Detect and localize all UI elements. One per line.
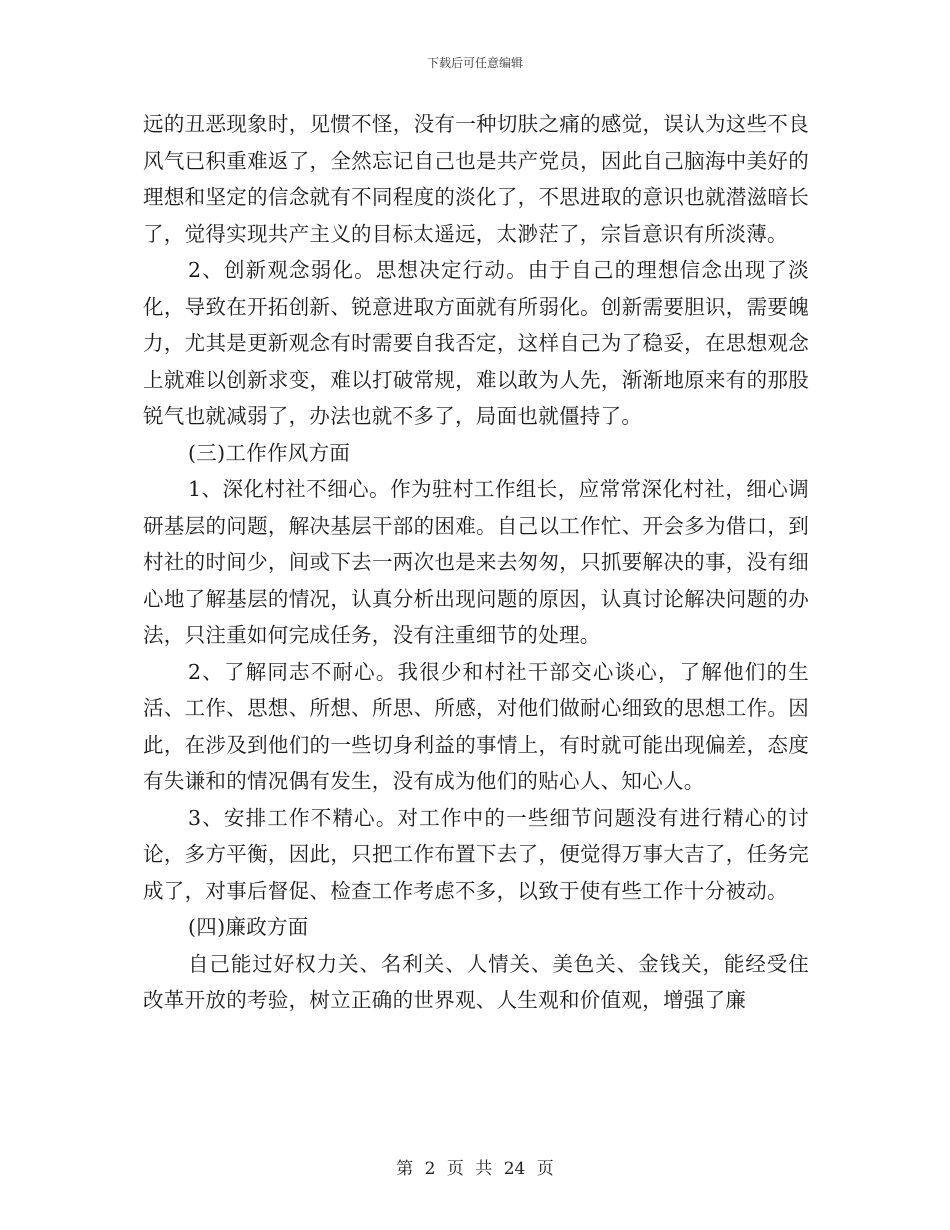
paragraph-6: 自己能过好权力关、名利关、人情关、美色关、金钱关，能经受住改革开放的考验，树立正确的世界观、人生观和价值观，增强了廉 <box>143 951 809 1012</box>
paragraph-2: 2、创新观念弱化。思想决定行动。由于自己的理想信念出现了淡化，导致在开拓创新、锐意进取方面就有所弱化。创新需要胆识，需要魄力，尤其是更新观念有时需要自我否定，这样自己为了稳妥，在思想观念上就难以创新求变，难以打破常规，难以敢为人先，渐渐地原来有的那股锐气也就减弱了，办法也就不多了，局面也就僵持了。 <box>143 258 809 428</box>
paragraph-1: 远的丑恶现象时，见惯不怪，没有一种切肤之痛的感觉，误认为这些不良风气已积重难返了，全然忘记自己也是共产党员，因此自己脑海中美好的理想和坚定的信念就有不同程度的淡化了，不思进取的意识也就潜滋暗长了，觉得实现共产主义的目标太遥远，太渺茫了，宗旨意识有所淡薄。 <box>143 112 809 246</box>
page-header: 下载后可任意编辑 <box>426 56 523 70</box>
section-heading-work-style: (三)工作作风方面 <box>188 440 351 465</box>
paragraph-5: 3、安排工作不精心。对工作中的一些细节问题没有进行精心的讨论，多方平衡，因此，只把工作布置下去了，便觉得万事大吉了，任务完成了，对事后督促、检查工作考虑不多，以致于使有些工作十分被动。 <box>143 805 809 903</box>
paragraph-3: 1、深化村社不细心。作为驻村工作组长，应常常深化村社，细心调研基层的问题，解决基层干部的困难。自己以工作忙、开会多为借口，到村社的时间少，间或下去一两次也是来去匆匆，只抓要解决的事，没有细心地了解基层的情况，认真分析出现问题的原因，认真讨论解决问题的办法，只注重如何完成任务，没有注重细节的处理。 <box>143 477 809 647</box>
page-footer: 第 2 页 共 24 页 <box>396 1159 554 1179</box>
document-body <box>143 106 809 1019</box>
paragraph-4: 2、了解同志不耐心。我很少和村社干部交心谈心，了解他们的生活、工作、思想、所想、所思、所感，对他们做耐心细致的思想工作。因此，在涉及到他们的一些切身利益的事情上，有时就可能出现偏差，态度有失谦和的情况偶有发生，没有成为他们的贴心人、知心人。 <box>143 659 809 793</box>
section-heading-integrity: (四)廉政方面 <box>188 915 309 939</box>
